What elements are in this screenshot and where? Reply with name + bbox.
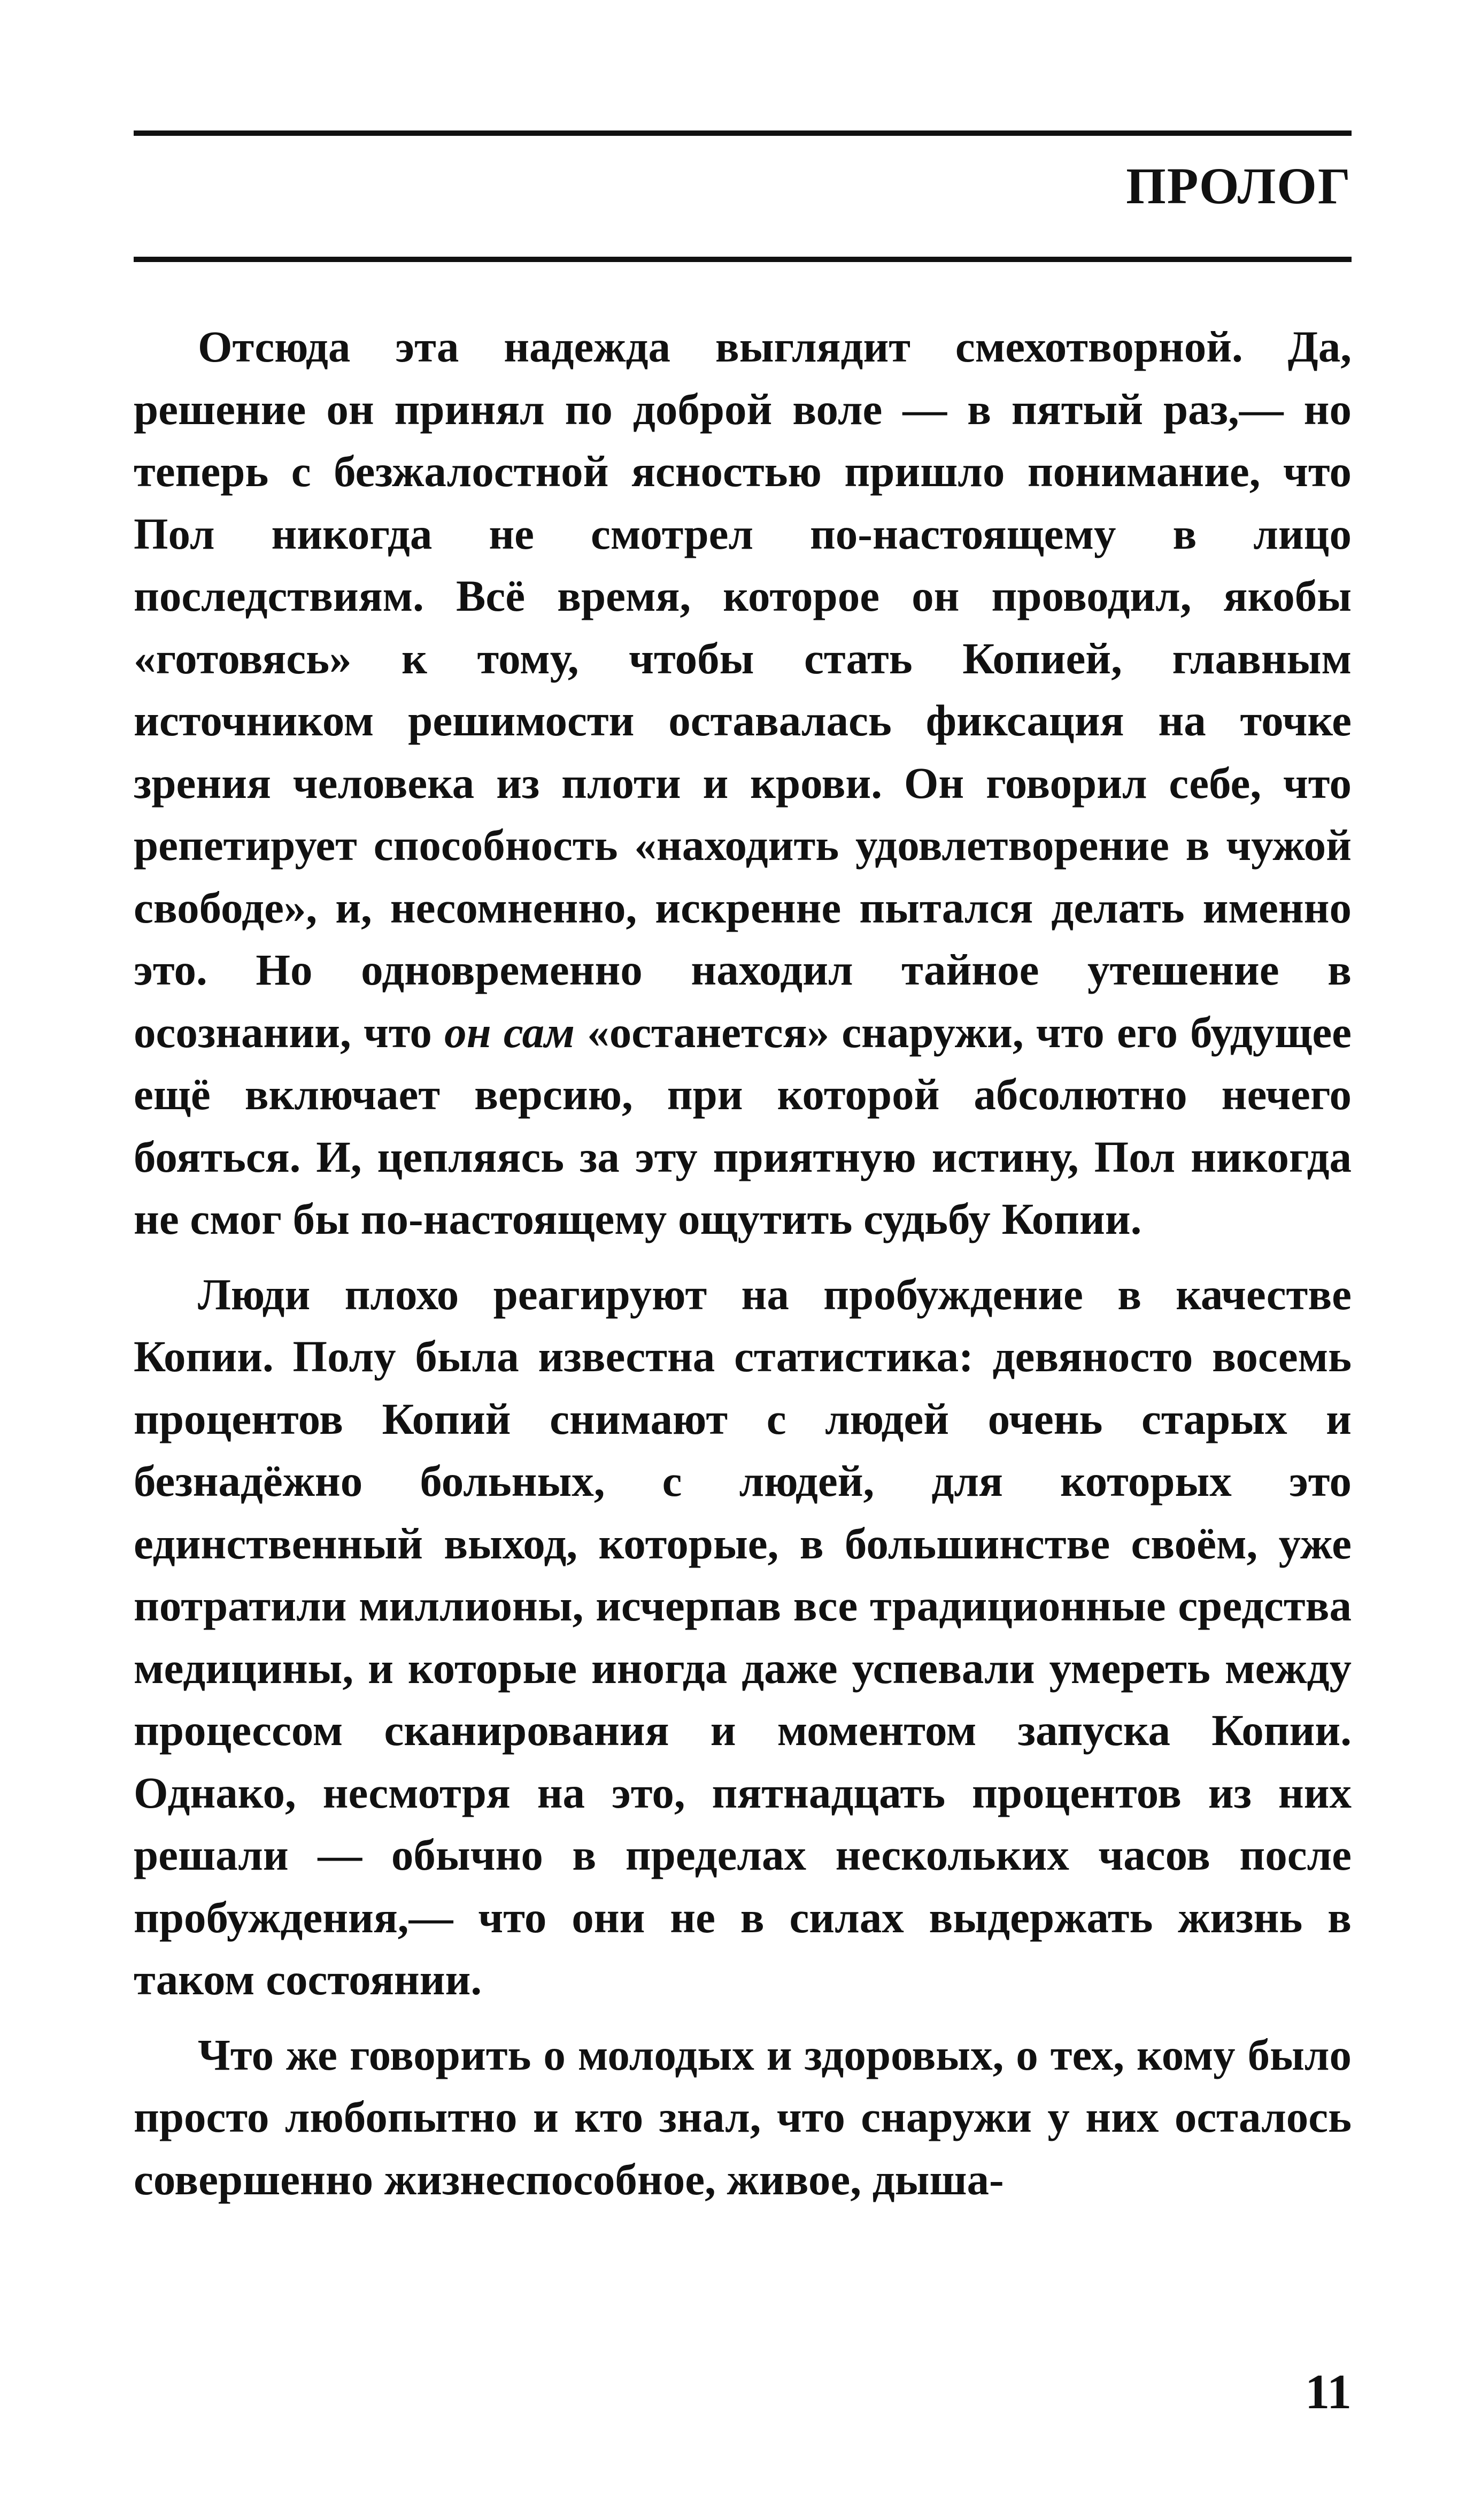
paragraph-1-part-a: Отсюда эта надежда выглядит смехотворной. Да, решение он принял по доброй воле — в пятый раз,— но теперь с безжалостной ясностью пришло понимание, что Пол никогда не смотрел по-настоящему в лицо последствиям. Всё время, которое он проводил, якобы «готовясь» к тому, чтобы стать Копией, главным источником решимости оставалась фиксация на точке зрения человека из плоти и крови. Он говорил себе, что репетирует способность «находить удовлетворение в чужой свободе», и, несомненно, искренне пытался делать именно это. Но одновременно находил тайное утешение в осознании, что [134, 322, 1352, 1057]
paragraph-1-part-b: «останется» снаружи, что его будущее ещё включает версию, при которой абсолютно нечего бояться. И, цепляясь за эту приятную истину, Пол никогда не смог бы по-настоящему ощутить судьбу Копии. [134, 1007, 1352, 1243]
header-rule-bottom [134, 257, 1352, 262]
running-title: ПРОЛОГ [1126, 157, 1352, 214]
body-text [134, 316, 1352, 2210]
header-rule-top [134, 130, 1352, 136]
page-number: 11 [1305, 2364, 1352, 2419]
paragraph-2: Люди плохо реагируют на пробуждение в качестве Копии. Полу была известна статистика: девяносто восемь процентов Копий снимают с людей очень старых и безнадёжно больных, с людей, для которых это единственный выход, которые, в большинстве своём, уже потратили миллионы, исчерпав все традиционные средства медицины, и которые иногда даже успевали умереть между процессом сканирования и моментом запуска Копии. Однако, несмотря на это, пятнадцать процентов из них решали — обычно в пределах нескольких часов после пробуждения,— что они не в силах выдержать жизнь в таком состоянии. [134, 1269, 1352, 2004]
paragraph-1 [134, 316, 1352, 1250]
paragraph-3: Что же говорить о молодых и здоровых, о тех, кому было просто любопытно и кто знал, что снаружи у них осталось совершенно жизнеспособное, живое, дыша- [134, 2030, 1352, 2204]
paragraph-1-emphasis: он сам [444, 1007, 575, 1057]
